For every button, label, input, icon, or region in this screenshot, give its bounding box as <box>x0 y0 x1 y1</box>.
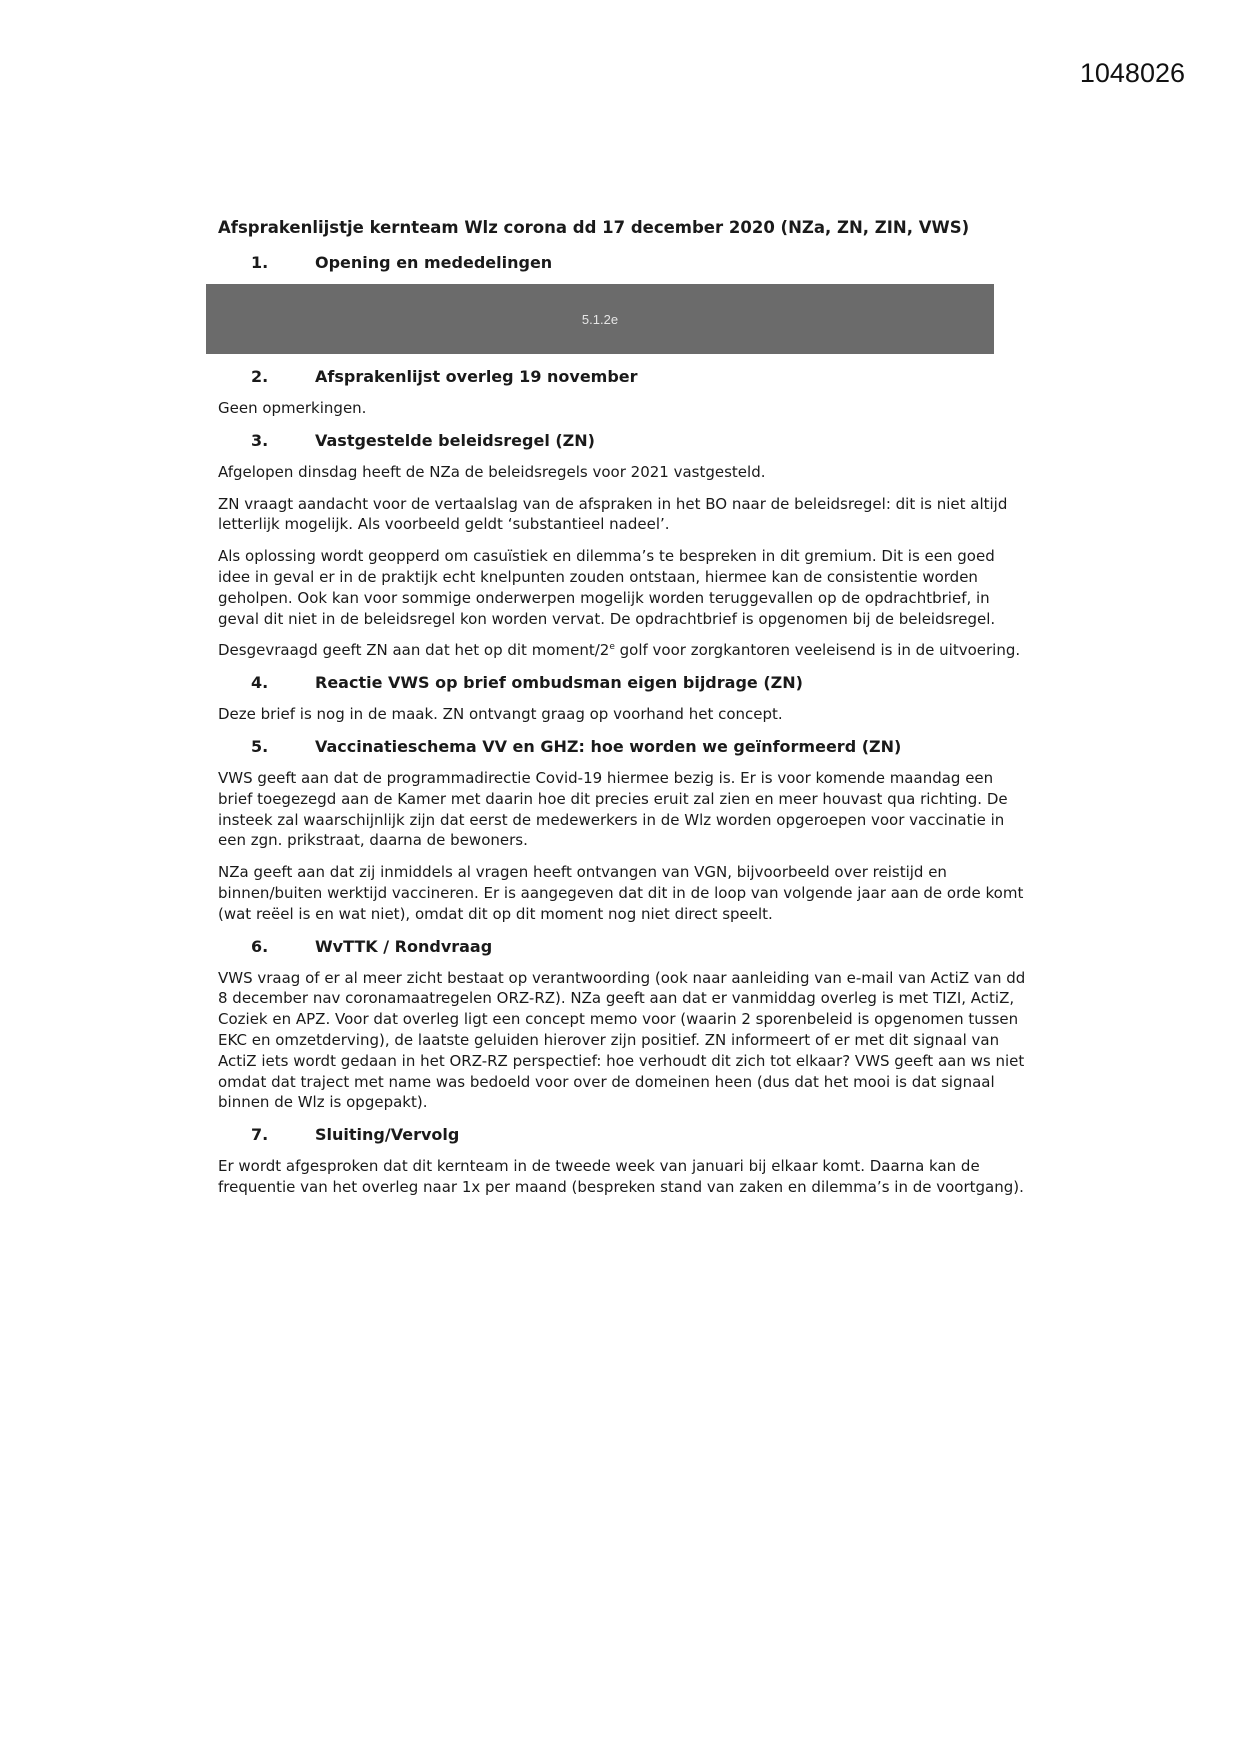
section-number: 3. <box>251 430 269 450</box>
section-number: 6. <box>251 936 269 956</box>
section-number: 4. <box>251 673 269 693</box>
paragraph-part: golf voor zorgkantoren veeleisend is in de uitvoering. <box>614 641 1021 660</box>
section-title: Sluiting/Vervolg <box>315 1125 460 1145</box>
paragraph: Afgelopen dinsdag heeft de NZa de beleidsregels voor 2021 vastgesteld. <box>218 462 766 481</box>
section-heading-7 <box>218 1124 1030 1146</box>
paragraph: Er wordt afgesproken dat dit kernteam in de tweede week van januari bij elkaar komt. Daarna kan de frequentie van het overleg naar 1x per maand (bespreken stand van zaken en dilemma’s in de voortgang). <box>218 1157 1024 1196</box>
section-heading-2 <box>218 366 1030 388</box>
redaction-block <box>206 284 994 354</box>
section-title: WvTTK / Rondvraag <box>315 936 493 956</box>
paragraph: Geen opmerkingen. <box>218 399 367 417</box>
paragraph: Deze brief is nog in de maak. ZN ontvangt graag op voorhand het concept. <box>218 705 783 724</box>
section-number: 7. <box>251 1125 269 1145</box>
section-heading-4 <box>218 672 1030 694</box>
paragraph: VWS geeft aan dat de programmadirectie Covid-19 hiermee bezig is. Er is voor komende maandag een brief toegezegd aan de Kamer met daarin hoe dit precies eruit zal zien en meer houvast qua richting. De insteek zal waarschijnlijk zijn dat eerst de medewerkers in de Wlz worden opgeroepen voor vaccinatie in een zgn. prikstraat, daarna de bewoners. <box>218 768 1008 850</box>
section-heading-5 <box>218 736 1030 758</box>
paragraph: VWS vraag of er al meer zicht bestaat op verantwoording (ook naar aanleiding van e-mail van ActiZ van dd 8 december nav coronamaatregelen ORZ-RZ). NZa geeft aan dat er vanmiddag overleg is met TIZI, ActiZ, Coziek en APZ. Voor dat overleg ligt een concept memo voor (waarin 2 sporenbeleid is opgenomen tussen EKC en omzetderving), de laatste geluiden hierover zijn positief. ZN informeert of er met dit signaal van ActiZ iets wordt gedaan in het ORZ-RZ perspectief: hoe verhoudt dit zich tot elkaar? VWS geeft aan ws niet omdat dat traject met name was bedoeld voor over de domeinen heen (dus dat het mooi is dat signaal binnen de Wlz is opgepakt). <box>218 968 1026 1112</box>
section-title: Vaccinatieschema VV en GHZ: hoe worden we geïnformeerd (ZN) <box>315 736 902 756</box>
section-number: 5. <box>251 736 269 756</box>
section-heading-3 <box>218 430 1030 452</box>
section-title: Reactie VWS op brief ombudsman eigen bijdrage (ZN) <box>315 673 803 693</box>
section-title: Opening en mededelingen <box>315 253 553 272</box>
section-title: Afsprakenlijst overleg 19 november <box>315 367 638 386</box>
section-heading-1 <box>218 252 1030 274</box>
paragraph: NZa geeft aan dat zij inmiddels al vragen heeft ontvangen van VGN, bijvoorbeeld over reistijd en binnen/buiten werktijd vaccineren. Er is aangegeven dat dit in de loop van volgende jaar aan de orde komt (wat reëel is en wat niet), omdat dit op dit moment nog niet direct speelt. <box>218 863 1024 923</box>
section-title: Vastgestelde beleidsregel (ZN) <box>315 430 595 450</box>
redaction-label: 5.1.2e <box>581 311 619 327</box>
paragraph-with-superscript <box>218 640 1030 661</box>
paragraph: Als oplossing wordt geopperd om casuïstiek en dilemma’s te bespreken in dit gremium. Dit is een goed idee in geval er in de praktijk echt knelpunten zouden ontstaan, hiermee kan de consistentie worden geholpen. Ook kan voor sommige onderwerpen mogelijk worden teruggevallen op de opdrachtbrief, in geval dit niet in de beleidsregel kon worden vervat. De opdrachtbrief is opgenomen bij de beleidsregel. <box>218 547 996 628</box>
document-id: 1048026 <box>1079 58 1185 88</box>
section-number: 1. <box>251 253 269 272</box>
paragraph: ZN vraagt aandacht voor de vertaalslag van de afspraken in het BO naar de beleidsregel: dit is niet altijd letterlijk mogelijk. Als voorbeeld geldt ‘substantieel nadeel’. <box>218 494 1008 534</box>
section-heading-6 <box>218 936 1030 958</box>
document-title: Afsprakenlijstje kernteam Wlz corona dd 17 december 2020 (NZa, ZN, ZIN, VWS) <box>218 218 970 237</box>
section-number: 2. <box>251 367 269 386</box>
superscript: e <box>609 642 615 653</box>
document-body <box>218 216 1030 1209</box>
paragraph-part: Desgevraagd geeft ZN aan dat het op dit moment/2 <box>218 641 610 660</box>
